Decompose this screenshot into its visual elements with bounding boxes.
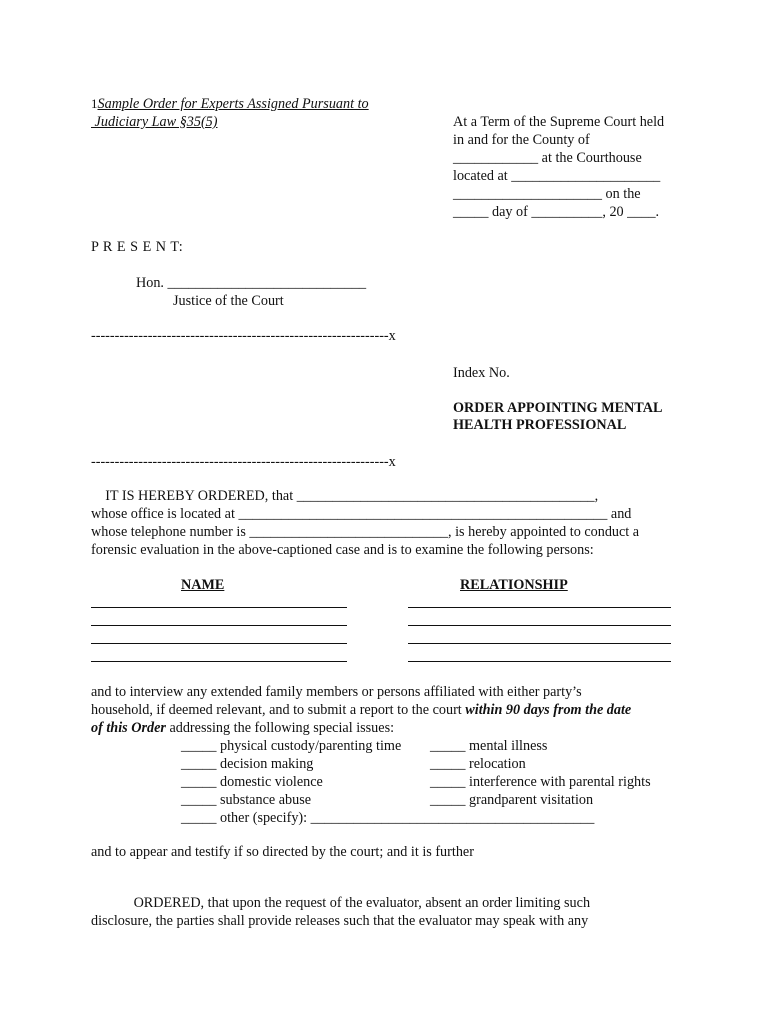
court-line-4: located at _____________________ <box>453 168 661 184</box>
interview-line2-text: household, if deemed relevant, and to submit a report to the court <box>91 702 466 718</box>
hon-line: Hon. ____________________________ <box>136 275 367 291</box>
caption-title-line1: Sample Order for Experts Assigned Pursuant to <box>97 96 369 112</box>
court-line-2: in and for the County of <box>453 132 590 148</box>
issue-domestic-violence: _____ domestic violence <box>181 774 323 790</box>
court-line-5: _____________________ on the <box>453 186 641 202</box>
issue-parental-interference: _____ interference with parental rights <box>430 774 651 790</box>
issue-mental-illness: _____ mental illness <box>430 738 548 754</box>
issue-relocation: _____ relocation <box>430 756 526 772</box>
issue-decision-making: _____ decision making <box>181 756 314 772</box>
order-paragraph-line4: forensic evaluation in the above-captioned case and is to examine the following persons: <box>91 542 594 558</box>
interview-line3-text: addressing the following special issues: <box>165 720 395 736</box>
footnote-number: 1 <box>91 96 98 111</box>
index-number-label: Index No. <box>453 365 510 381</box>
relationship-blank-1 <box>408 607 671 608</box>
order-paragraph-line3: whose telephone number is ____________________________, is hereby appointed to conduct a <box>91 524 640 540</box>
court-line-1: At a Term of the Supreme Court held <box>453 114 665 130</box>
name-blank-3 <box>91 643 347 644</box>
order-title-line1: ORDER APPOINTING MENTAL <box>453 400 663 416</box>
name-blank-1 <box>91 607 347 608</box>
interview-paragraph-line3 <box>91 719 394 737</box>
issue-substance-abuse: _____ substance abuse <box>181 792 312 808</box>
order-paragraph-line2: whose office is located at ____________________________________________________ and <box>91 506 632 522</box>
ordered-paragraph-line2: disclosure, the parties shall provide releases such that the evaluator may speak with any <box>91 913 589 929</box>
testify-paragraph: and to appear and testify if so directed by the court; and it is further <box>91 844 474 860</box>
relationship-blank-4 <box>408 661 671 662</box>
justice-title: Justice of the Court <box>173 293 284 309</box>
order-paragraph-line1: IT IS HEREBY ORDERED, that __________________________________________, <box>91 488 599 504</box>
interview-paragraph-line1: and to interview any extended family members or persons affiliated with either party’s <box>91 684 582 700</box>
issue-physical-custody: _____ physical custody/parenting time <box>181 738 402 754</box>
of-this-order: of this Order <box>91 720 166 736</box>
court-line-6: _____ day of __________, 20 ____. <box>453 204 660 220</box>
present-label: P R E S E N T: <box>91 239 184 255</box>
relationship-blank-3 <box>408 643 671 644</box>
issue-other-specify: _____ other (specify): ________________________________________ <box>181 810 595 826</box>
caption-separator-top: ---------------------------------------------------------------x <box>91 328 396 344</box>
name-column-header: NAME <box>181 577 225 593</box>
caption-title <box>91 95 369 113</box>
court-line-3: ____________ at the Courthouse <box>453 150 642 166</box>
caption-separator-bottom: ---------------------------------------------------------------x <box>91 454 396 470</box>
ordered-paragraph-line1: ORDERED, that upon the request of the evaluator, absent an order limiting such <box>91 895 591 911</box>
caption-title-line2: Judiciary Law §35(5) <box>91 114 218 130</box>
report-deadline: within 90 days from the date <box>465 702 632 718</box>
relationship-column-header: RELATIONSHIP <box>460 577 568 593</box>
issue-grandparent-visitation: _____ grandparent visitation <box>430 792 594 808</box>
relationship-blank-2 <box>408 625 671 626</box>
name-blank-2 <box>91 625 347 626</box>
name-blank-4 <box>91 661 347 662</box>
order-title-line2: HEALTH PROFESSIONAL <box>453 417 627 433</box>
interview-paragraph-line2 <box>91 701 631 719</box>
